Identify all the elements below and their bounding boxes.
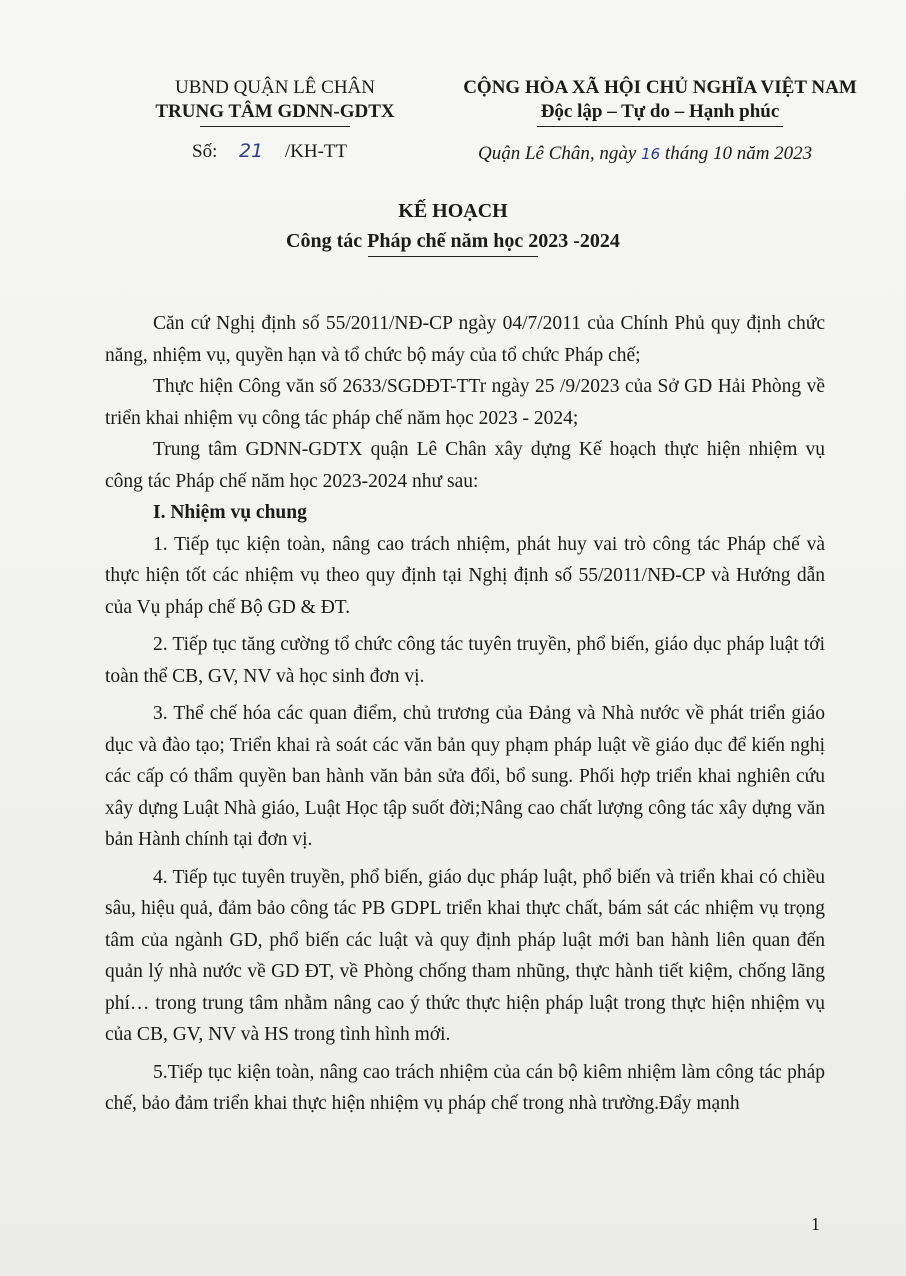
paragraph-legal-basis: Căn cứ Nghị định số 55/2011/NĐ-CP ngày 04/7/2011 của Chính Phủ quy định chức năng, nhiệm vụ, quyền hạn và tổ chức bộ máy của tổ chức Pháp chế; bbox=[105, 313, 825, 366]
document-number bbox=[192, 140, 347, 163]
org-name: TRUNG TÂM GDNN-GDTX bbox=[155, 101, 395, 122]
nation-name: CỘNG HÒA XÃ HỘI CHỦ NGHĨA VIỆT NAM bbox=[463, 77, 857, 98]
task-item-3: 3. Thể chế hóa các quan điểm, chủ trương của Đảng và Nhà nước về phát triển giáo dục và đào tạo; Triển khai rà soát các văn bản quy phạm pháp luật về giáo dục để kiến nghị các cấp có thẩm quyền ban hành văn bản sửa đổi, bổ sung. Phối hợp triển khai nghiên cứu xây dựng Luật Nhà giáo, Luật Học tập suốt đời;Nâng cao chất lượng công tác xây dựng văn bản Hành chính tại đơn vị. bbox=[105, 703, 825, 850]
title-sub: Công tác Pháp chế năm học 2023 -2024 bbox=[286, 230, 620, 252]
document-title bbox=[0, 196, 906, 257]
paragraph-intro: Trung tâm GDNN-GDTX quận Lê Chân xây dựng Kế hoạch thực hiện nhiệm vụ công tác Pháp chế năm học 2023-2024 như sau: bbox=[105, 439, 825, 492]
docno-prefix: Số: bbox=[192, 141, 218, 162]
date-handwritten-day: 16 bbox=[641, 145, 661, 163]
section-heading: I. Nhiệm vụ chung bbox=[153, 502, 307, 523]
org-parent: UBND QUẬN LÊ CHÂN bbox=[174, 77, 376, 98]
date-prefix: Quận Lê Chân, ngày bbox=[478, 143, 637, 164]
docno-suffix: /KH-TT bbox=[284, 141, 348, 162]
date-suffix: tháng 10 năm 2023 bbox=[664, 143, 813, 164]
task-item-1: 1. Tiếp tục kiện toàn, nâng cao trách nhiệm, phát huy vai trò công tác Pháp chế và thực hiện tốt các nhiệm vụ theo quy định tại Nghị định số 55/2011/NĐ-CP và Hướng dẫn của Vụ pháp chế Bộ GD & ĐT. bbox=[105, 533, 825, 618]
docno-handwritten: 21 bbox=[239, 140, 264, 162]
task-item-4: 4. Tiếp tục tuyên truyền, phổ biến, giáo dục pháp luật, phổ biến và triển khai có chiều sâu, hiệu quả, đảm bảo công tác PB GDPL triển khai thực chất, bám sát các nhiệm vụ trọng tâm của ngành GD, phổ biến các luật và quy định pháp luật mới ban hành liên quan đến quản lý nhà nước về GD ĐT, về Phòng chống tham nhũng, thực hành tiết kiệm, chống lãng phí… trong trung tâm nhằm nâng cao ý thức thực hiện pháp luật trong thực hiện nhiệm vụ của CB, GV, NV và HS trong tình hình mới. bbox=[105, 866, 825, 1045]
title-main: KẾ HOẠCH bbox=[398, 200, 508, 222]
motto-underline bbox=[537, 126, 783, 127]
paragraph-implementation: Thực hiện Công văn số 2633/SGDĐT-TTr ngày 25 /9/2023 của Sở GD Hải Phòng về triển khai nhiệm vụ công tác pháp chế năm học 2023 - 2024; bbox=[105, 376, 825, 429]
org-underline bbox=[200, 126, 350, 127]
national-motto bbox=[440, 76, 880, 127]
task-item-5: 5.Tiếp tục kiện toàn, nâng cao trách nhiệm của cán bộ kiêm nhiệm làm công tác pháp chế, bảo đảm triển khai thực hiện nhiệm vụ pháp chế trong nhà trường.Đẩy mạnh bbox=[105, 1061, 825, 1114]
document-body bbox=[105, 308, 825, 1120]
document-date bbox=[478, 143, 812, 165]
issuing-organization bbox=[140, 76, 410, 127]
page-number: 1 bbox=[811, 1214, 820, 1234]
task-item-2: 2. Tiếp tục tăng cường tổ chức công tác tuyên truyền, phổ biến, giáo dục pháp luật tới toàn thể CB, GV, NV và học sinh đơn vị. bbox=[105, 634, 825, 687]
title-underline bbox=[368, 256, 538, 257]
motto: Độc lập – Tự do – Hạnh phúc bbox=[540, 101, 780, 122]
